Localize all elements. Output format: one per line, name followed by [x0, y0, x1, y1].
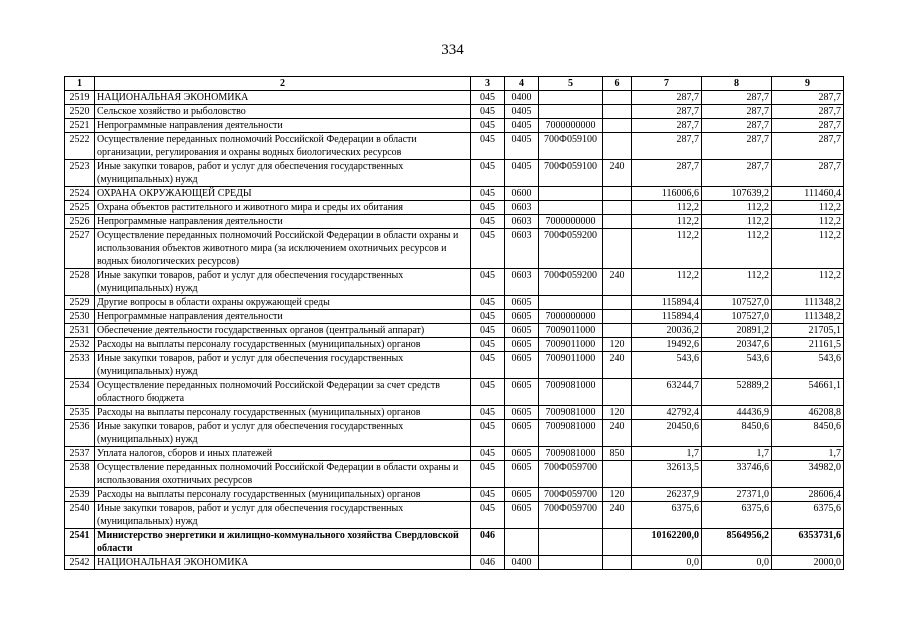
code-expense-type: [603, 119, 632, 133]
row-number: 2529: [65, 296, 95, 310]
code-ministry: 045: [471, 133, 505, 160]
amount-col9: 111348,2: [772, 296, 844, 310]
row-number: 2541: [65, 529, 95, 556]
code-section: 0405: [505, 119, 539, 133]
column-header: 4: [505, 77, 539, 91]
amount-col7: 20450,6: [632, 420, 702, 447]
table-row: [65, 215, 844, 229]
code-target: 700Ф059100: [539, 160, 603, 187]
amount-col7: 112,2: [632, 229, 702, 269]
table-row: [65, 91, 844, 105]
amount-col9: 1,7: [772, 447, 844, 461]
table-row: [65, 201, 844, 215]
table-row: [65, 296, 844, 310]
code-ministry: 046: [471, 529, 505, 556]
code-expense-type: 240: [603, 352, 632, 379]
row-name: Непрограммные направления деятельности: [95, 215, 471, 229]
amount-col9: 543,6: [772, 352, 844, 379]
row-name: ОХРАНА ОКРУЖАЮЩЕЙ СРЕДЫ: [95, 187, 471, 201]
code-expense-type: 240: [603, 160, 632, 187]
amount-col9: 54661,1: [772, 379, 844, 406]
row-name: Министерство энергетики и жилищно-коммунального хозяйства Свердловской области: [95, 529, 471, 556]
code-ministry: 045: [471, 269, 505, 296]
table-row: [65, 406, 844, 420]
amount-col9: 112,2: [772, 201, 844, 215]
code-section: 0405: [505, 105, 539, 119]
code-expense-type: [603, 91, 632, 105]
code-section: [505, 529, 539, 556]
table-row: [65, 379, 844, 406]
column-header: 1: [65, 77, 95, 91]
amount-col7: 287,7: [632, 91, 702, 105]
amount-col8: 287,7: [702, 160, 772, 187]
row-number: 2519: [65, 91, 95, 105]
row-number: 2534: [65, 379, 95, 406]
amount-col9: 287,7: [772, 119, 844, 133]
amount-col8: 112,2: [702, 201, 772, 215]
code-ministry: 045: [471, 379, 505, 406]
amount-col8: 287,7: [702, 119, 772, 133]
code-target: 7009081000: [539, 406, 603, 420]
row-name: Расходы на выплаты персоналу государственных (муниципальных) органов: [95, 338, 471, 352]
code-section: 0605: [505, 420, 539, 447]
code-expense-type: 120: [603, 338, 632, 352]
row-number: 2527: [65, 229, 95, 269]
amount-col9: 28606,4: [772, 488, 844, 502]
row-number: 2522: [65, 133, 95, 160]
row-name: Уплата налогов, сборов и иных платежей: [95, 447, 471, 461]
code-expense-type: [603, 324, 632, 338]
code-section: 0605: [505, 488, 539, 502]
amount-col9: 34982,0: [772, 461, 844, 488]
amount-col9: 21161,5: [772, 338, 844, 352]
code-target: [539, 296, 603, 310]
code-target: 700Ф059700: [539, 488, 603, 502]
row-number: 2536: [65, 420, 95, 447]
amount-col9: 6375,6: [772, 502, 844, 529]
code-ministry: 045: [471, 324, 505, 338]
code-ministry: 045: [471, 406, 505, 420]
row-name: Другие вопросы в области охраны окружающей среды: [95, 296, 471, 310]
code-target: 700Ф059200: [539, 269, 603, 296]
code-expense-type: 120: [603, 406, 632, 420]
amount-col8: 112,2: [702, 215, 772, 229]
amount-col9: 112,2: [772, 269, 844, 296]
code-section: 0605: [505, 447, 539, 461]
code-section: 0603: [505, 269, 539, 296]
amount-col9: 287,7: [772, 133, 844, 160]
code-ministry: 045: [471, 119, 505, 133]
code-section: 0605: [505, 352, 539, 379]
amount-col9: 46208,8: [772, 406, 844, 420]
code-target: [539, 201, 603, 215]
row-name: Расходы на выплаты персоналу государственных (муниципальных) органов: [95, 406, 471, 420]
table-row: [65, 119, 844, 133]
amount-col7: 10162200,0: [632, 529, 702, 556]
amount-col7: 287,7: [632, 133, 702, 160]
column-header: 2: [95, 77, 471, 91]
amount-col7: 112,2: [632, 215, 702, 229]
code-target: 700Ф059700: [539, 502, 603, 529]
amount-col8: 8450,6: [702, 420, 772, 447]
row-name: Иные закупки товаров, работ и услуг для обеспечения государственных (муниципальных) нужд: [95, 269, 471, 296]
code-section: 0405: [505, 133, 539, 160]
row-name: Непрограммные направления деятельности: [95, 119, 471, 133]
amount-col8: 8564956,2: [702, 529, 772, 556]
code-section: 0605: [505, 324, 539, 338]
code-ministry: 046: [471, 556, 505, 570]
column-header: 6: [603, 77, 632, 91]
amount-col8: 112,2: [702, 269, 772, 296]
table-row: [65, 556, 844, 570]
row-name: Иные закупки товаров, работ и услуг для обеспечения государственных (муниципальных) нужд: [95, 160, 471, 187]
amount-col7: 63244,7: [632, 379, 702, 406]
table-row: [65, 187, 844, 201]
row-number: 2531: [65, 324, 95, 338]
amount-col8: 287,7: [702, 133, 772, 160]
column-header: 7: [632, 77, 702, 91]
row-number: 2539: [65, 488, 95, 502]
row-number: 2526: [65, 215, 95, 229]
amount-col9: 111460,4: [772, 187, 844, 201]
column-header: 8: [702, 77, 772, 91]
code-section: 0605: [505, 379, 539, 406]
row-number: 2520: [65, 105, 95, 119]
row-number: 2525: [65, 201, 95, 215]
row-name: Расходы на выплаты персоналу государственных (муниципальных) органов: [95, 488, 471, 502]
amount-col8: 107527,0: [702, 296, 772, 310]
table-body: [65, 91, 844, 570]
row-number: 2537: [65, 447, 95, 461]
code-ministry: 045: [471, 461, 505, 488]
amount-col9: 112,2: [772, 229, 844, 269]
code-target: 7009081000: [539, 379, 603, 406]
code-expense-type: 850: [603, 447, 632, 461]
code-expense-type: [603, 556, 632, 570]
row-name: НАЦИОНАЛЬНАЯ ЭКОНОМИКА: [95, 556, 471, 570]
code-expense-type: [603, 461, 632, 488]
budget-table: [64, 76, 844, 570]
code-ministry: 045: [471, 201, 505, 215]
table-row: [65, 269, 844, 296]
code-ministry: 045: [471, 447, 505, 461]
row-name: Иные закупки товаров, работ и услуг для обеспечения государственных (муниципальных) нужд: [95, 502, 471, 529]
row-name: НАЦИОНАЛЬНАЯ ЭКОНОМИКА: [95, 91, 471, 105]
code-ministry: 045: [471, 352, 505, 379]
amount-col7: 0,0: [632, 556, 702, 570]
amount-col7: 32613,5: [632, 461, 702, 488]
table-row: [65, 310, 844, 324]
row-number: 2538: [65, 461, 95, 488]
code-target: 7009081000: [539, 420, 603, 447]
amount-col9: 2000,0: [772, 556, 844, 570]
amount-col8: 112,2: [702, 229, 772, 269]
table-header-row: [65, 77, 844, 91]
row-name: Охрана объектов растительного и животного мира и среды их обитания: [95, 201, 471, 215]
code-target: 7000000000: [539, 310, 603, 324]
table-row: [65, 420, 844, 447]
amount-col7: 1,7: [632, 447, 702, 461]
code-expense-type: [603, 529, 632, 556]
code-ministry: 045: [471, 488, 505, 502]
code-target: 700Ф059200: [539, 229, 603, 269]
row-number: 2532: [65, 338, 95, 352]
row-name: Сельское хозяйство и рыболовство: [95, 105, 471, 119]
amount-col7: 20036,2: [632, 324, 702, 338]
amount-col8: 6375,6: [702, 502, 772, 529]
table-row: [65, 461, 844, 488]
amount-col7: 42792,4: [632, 406, 702, 420]
code-section: 0603: [505, 201, 539, 215]
row-number: 2542: [65, 556, 95, 570]
amount-col7: 115894,4: [632, 296, 702, 310]
amount-col9: 6353731,6: [772, 529, 844, 556]
amount-col9: 21705,1: [772, 324, 844, 338]
row-name: Осуществление переданных полномочий Российской Федерации в области охраны и использования охотничьих ресурсов: [95, 461, 471, 488]
row-name: Непрограммные направления деятельности: [95, 310, 471, 324]
code-target: [539, 556, 603, 570]
row-name: Осуществление переданных полномочий Российской Федерации в области организации, регулирования и охраны водных биологических ресурсов: [95, 133, 471, 160]
code-target: 7009011000: [539, 324, 603, 338]
code-ministry: 045: [471, 420, 505, 447]
code-target: 7009081000: [539, 447, 603, 461]
code-expense-type: [603, 379, 632, 406]
table-row: [65, 160, 844, 187]
code-expense-type: 240: [603, 269, 632, 296]
amount-col7: 116006,6: [632, 187, 702, 201]
amount-col7: 19492,6: [632, 338, 702, 352]
code-ministry: 045: [471, 502, 505, 529]
code-ministry: 045: [471, 229, 505, 269]
amount-col8: 33746,6: [702, 461, 772, 488]
code-target: 7009011000: [539, 352, 603, 379]
table-row: [65, 529, 844, 556]
amount-col7: 26237,9: [632, 488, 702, 502]
amount-col7: 287,7: [632, 119, 702, 133]
amount-col7: 112,2: [632, 269, 702, 296]
amount-col9: 112,2: [772, 215, 844, 229]
amount-col8: 0,0: [702, 556, 772, 570]
code-section: 0605: [505, 338, 539, 352]
table-row: [65, 447, 844, 461]
table-row: [65, 338, 844, 352]
amount-col9: 287,7: [772, 105, 844, 119]
code-section: 0600: [505, 187, 539, 201]
amount-col8: 52889,2: [702, 379, 772, 406]
amount-col8: 107527,0: [702, 310, 772, 324]
code-section: 0605: [505, 296, 539, 310]
code-target: 7000000000: [539, 119, 603, 133]
code-expense-type: [603, 133, 632, 160]
code-expense-type: [603, 187, 632, 201]
code-expense-type: 240: [603, 502, 632, 529]
row-number: 2521: [65, 119, 95, 133]
code-ministry: 045: [471, 310, 505, 324]
code-section: 0400: [505, 556, 539, 570]
amount-col8: 20891,2: [702, 324, 772, 338]
code-ministry: 045: [471, 160, 505, 187]
code-target: [539, 529, 603, 556]
column-header: 3: [471, 77, 505, 91]
code-expense-type: [603, 296, 632, 310]
row-number: 2523: [65, 160, 95, 187]
row-number: 2535: [65, 406, 95, 420]
code-ministry: 045: [471, 215, 505, 229]
code-expense-type: [603, 201, 632, 215]
code-section: 0605: [505, 406, 539, 420]
code-section: 0605: [505, 502, 539, 529]
table-row: [65, 488, 844, 502]
row-name: Осуществление переданных полномочий Российской Федерации в области охраны и использования объектов животного мира (за исключением охотничьих ресурсов и водных биологических ресурсов): [95, 229, 471, 269]
code-section: 0603: [505, 215, 539, 229]
code-target: [539, 187, 603, 201]
table-row: [65, 229, 844, 269]
amount-col7: 112,2: [632, 201, 702, 215]
code-expense-type: [603, 105, 632, 119]
column-header: 9: [772, 77, 844, 91]
amount-col8: 543,6: [702, 352, 772, 379]
amount-col8: 287,7: [702, 91, 772, 105]
code-expense-type: 120: [603, 488, 632, 502]
amount-col8: 107639,2: [702, 187, 772, 201]
code-target: 700Ф059100: [539, 133, 603, 160]
code-target: 700Ф059700: [539, 461, 603, 488]
amount-col7: 287,7: [632, 105, 702, 119]
code-expense-type: [603, 229, 632, 269]
column-header: 5: [539, 77, 603, 91]
amount-col8: 27371,0: [702, 488, 772, 502]
row-name: Иные закупки товаров, работ и услуг для обеспечения государственных (муниципальных) нужд: [95, 352, 471, 379]
table-row: [65, 324, 844, 338]
amount-col7: 6375,6: [632, 502, 702, 529]
amount-col9: 8450,6: [772, 420, 844, 447]
code-expense-type: [603, 310, 632, 324]
code-ministry: 045: [471, 105, 505, 119]
code-target: 7000000000: [539, 215, 603, 229]
amount-col8: 287,7: [702, 105, 772, 119]
code-expense-type: 240: [603, 420, 632, 447]
code-ministry: 045: [471, 296, 505, 310]
amount-col8: 20347,6: [702, 338, 772, 352]
code-target: 7009011000: [539, 338, 603, 352]
page-number: 334: [441, 42, 464, 58]
amount-col9: 287,7: [772, 91, 844, 105]
code-section: 0603: [505, 229, 539, 269]
code-section: 0400: [505, 91, 539, 105]
code-target: [539, 105, 603, 119]
code-section: 0405: [505, 160, 539, 187]
amount-col9: 111348,2: [772, 310, 844, 324]
row-number: 2530: [65, 310, 95, 324]
table-row: [65, 133, 844, 160]
code-ministry: 045: [471, 187, 505, 201]
amount-col8: 44436,9: [702, 406, 772, 420]
code-section: 0605: [505, 310, 539, 324]
amount-col7: 543,6: [632, 352, 702, 379]
code-expense-type: [603, 215, 632, 229]
code-ministry: 045: [471, 338, 505, 352]
table-row: [65, 502, 844, 529]
table-row: [65, 105, 844, 119]
amount-col8: 1,7: [702, 447, 772, 461]
table-row: [65, 352, 844, 379]
row-number: 2524: [65, 187, 95, 201]
amount-col7: 287,7: [632, 160, 702, 187]
amount-col9: 287,7: [772, 160, 844, 187]
row-name: Иные закупки товаров, работ и услуг для обеспечения государственных (муниципальных) нужд: [95, 420, 471, 447]
code-target: [539, 91, 603, 105]
row-number: 2528: [65, 269, 95, 296]
code-ministry: 045: [471, 91, 505, 105]
row-number: 2533: [65, 352, 95, 379]
row-name: Обеспечение деятельности государственных органов (центральный аппарат): [95, 324, 471, 338]
row-number: 2540: [65, 502, 95, 529]
code-section: 0605: [505, 461, 539, 488]
amount-col7: 115894,4: [632, 310, 702, 324]
row-name: Осуществление переданных полномочий Российской Федерации за счет средств областного бюджета: [95, 379, 471, 406]
